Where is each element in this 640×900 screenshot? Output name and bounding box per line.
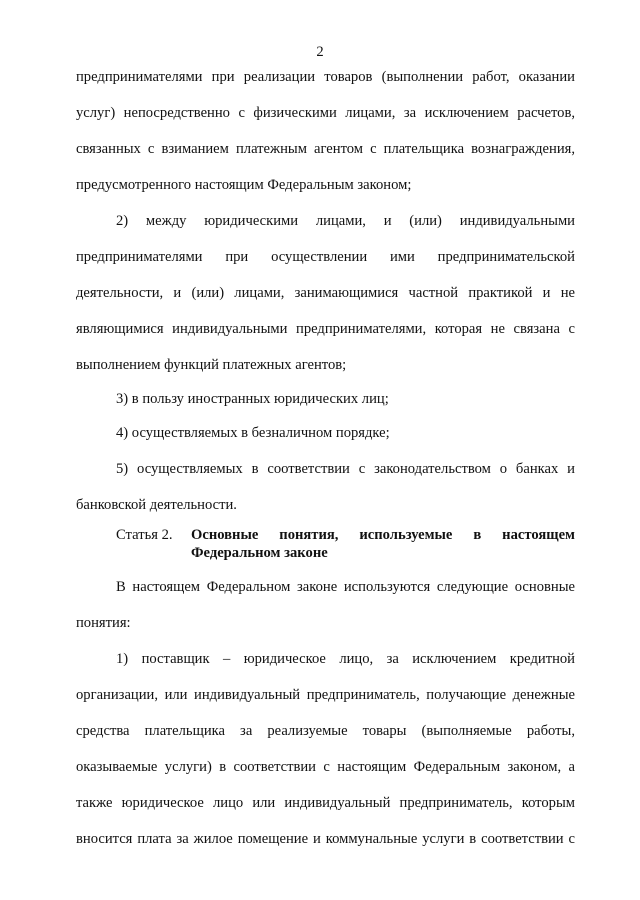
list-item-2: 2) между юридическими лицами, и (или) индивидуальными: [116, 213, 575, 229]
text-line: средства плательщика за реализуемые товары (выполняемые работы,: [76, 723, 575, 739]
text-line: деятельности, и (или) лицами, занимающимися частной практикой и не: [76, 285, 575, 301]
text-line: оказываемые услуги) в соответствии с настоящим Федеральным законом, а: [76, 759, 575, 775]
text-line: предпринимателями при реализации товаров (выполнении работ, оказании: [76, 69, 575, 85]
text-line: выполнением функций платежных агентов;: [76, 357, 347, 373]
text-line: связанных с взиманием платежным агентом с плательщика вознаграждения,: [76, 141, 575, 157]
text-line: предпринимателями при осуществлении ими предпринимательской: [76, 249, 575, 265]
text-line: банковской деятельности.: [76, 497, 237, 513]
list-item-4: 4) осуществляемых в безналичном порядке;: [116, 425, 390, 441]
list-item-5: 5) осуществляемых в соответствии с законодательством о банках и: [116, 461, 575, 477]
definition-item-1: 1) поставщик – юридическое лицо, за исключением кредитной: [116, 651, 575, 667]
text-line: вносится плата за жилое помещение и коммунальные услуги в соответствии с: [76, 831, 575, 847]
text-line: услуг) непосредственно с физическими лицами, за исключением расчетов,: [76, 105, 575, 121]
text-line: также юридическое лицо или индивидуальный предприниматель, которым: [76, 795, 575, 811]
article-title-continued: Федеральном законе: [191, 545, 328, 561]
list-item-3: 3) в пользу иностранных юридических лиц;: [116, 391, 389, 407]
page-number: 2: [316, 44, 324, 60]
text-line: предусмотренного настоящим Федеральным законом;: [76, 177, 412, 193]
text-line: понятия:: [76, 615, 131, 631]
text-line: являющимися индивидуальными предпринимателями, которая не связана с: [76, 321, 575, 337]
article-number: Статья 2.: [116, 527, 173, 543]
text-line: В настоящем Федеральном законе используются следующие основные: [116, 579, 575, 595]
article-title: Основные понятия, используемые в настоящем: [191, 527, 575, 543]
text-line: организации, или индивидуальный предприниматель, получающие денежные: [76, 687, 575, 703]
